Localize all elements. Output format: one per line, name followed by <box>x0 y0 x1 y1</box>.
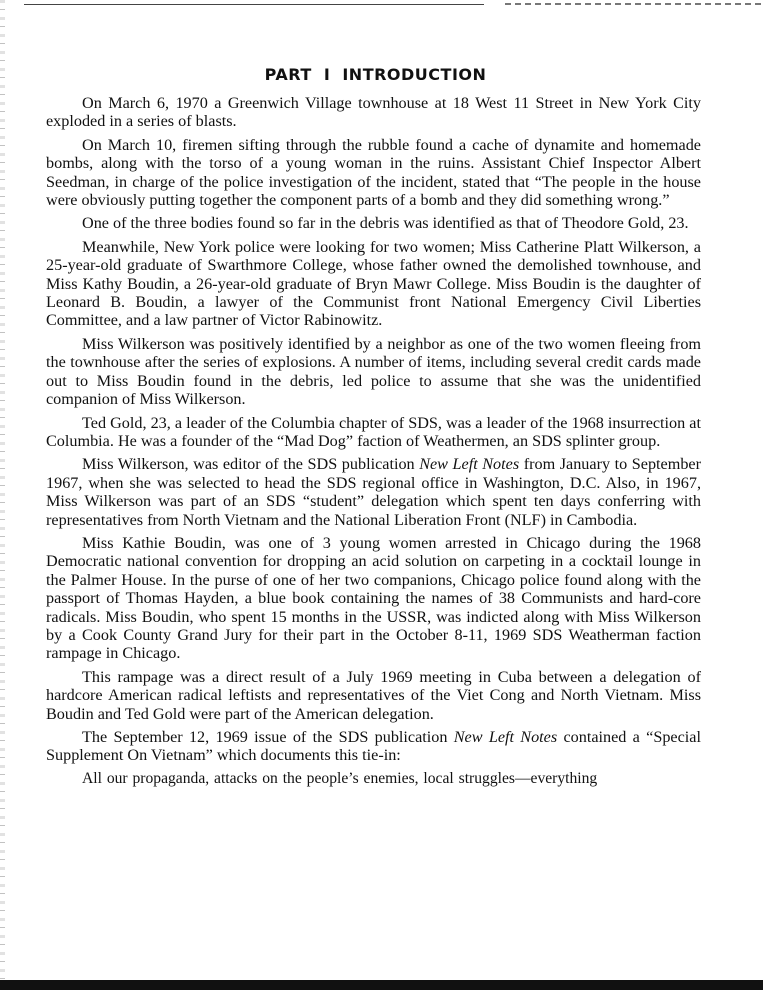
page-body <box>46 62 701 788</box>
paragraph-6: Ted Gold, 23, a leader of the Columbia chapter of SDS, was a leader of the 1968 insurrection at Columbia. He was a founder of the “Mad Dog” faction of Weathermen, an SDS splinter group. <box>46 413 701 450</box>
paragraph-9: This rampage was a direct result of a July 1969 meeting in Cuba between a delegation of hardcore American radical leftists and representatives of the Viet Cong and North Vietnam. Miss Boudin and Ted Gold were part of the American delegation. <box>46 667 701 723</box>
top-rule-fragment <box>505 3 763 5</box>
paragraph-10 <box>46 728 701 765</box>
paragraph-8: Miss Kathie Boudin, was one of 3 young women arrested in Chicago during the 1968 Democratic national convention for dropping an acid solution on carpeting in a cocktail lounge in the Palmer House. In the purse of one of her two companions, Chicago police found along with the passport of Thomas Hayden, a blue book containing the names of 38 Communists and hard-core radicals. Miss Boudin, who spent 15 months in the USSR, was indicted along with Miss Wilkerson by a Cook County Grand Jury for their part in the October 8-11, 1969 SDS Weatherman faction rampage in Chicago. <box>46 533 701 663</box>
paragraph-7-text-before: Miss Wilkerson, was editor of the SDS publication <box>82 455 420 474</box>
scan-left-edge <box>0 0 5 990</box>
paragraph-7-text-after: from January to September 1967, when she was selected to head the SDS regional office in Washington, D.C. Also, in 1967, Miss Wilkerson was part of an SDS “student” delegation which spent ten days conferring with representatives from North Vietnam and the National Liberation Front (NLF) in Cambodia. <box>46 455 701 529</box>
page-title: PART I INTRODUCTION <box>264 65 487 84</box>
paragraph-5: Miss Wilkerson was positively identified by a neighbor as one of the two women fleeing from the townhouse after the series of explosions. A number of items, including several credit cards made out to Miss Boudin found in the debris, led police to assume that she was the unidentified companion of Miss Wilkerson. <box>46 334 701 409</box>
paragraph-4: Meanwhile, New York police were looking for two women; Miss Catherine Platt Wilkerson, a 25-year-old graduate of Swarthmore College, whose father owned the demolished townhouse, and Miss Kathy Boudin, a 26-year-old graduate of Bryn Mawr College. Miss Boudin is the daughter of Leonard B. Boudin, a lawyer of the Communist front National Emergency Civil Liberties Committee, and a law partner of Victor Rabinowitz. <box>46 237 701 330</box>
top-rule <box>24 4 484 5</box>
paragraph-3: One of the three bodies found so far in the debris was identified as that of Theodore Gold, 23. <box>82 214 689 233</box>
paragraph-2: On March 10, firemen sifting through the rubble found a cache of dynamite and homemade bombs, along with the torso of a young woman in the ruins. Assistant Chief Inspector Albert Seedman, in charge of the police investigation of the incident, stated that “The people in the house were obviously putting together the component parts of a bomb and they did something wrong.” <box>46 135 701 210</box>
paragraph-10-text-after: contained a “Special Supplement On Vietnam” which documents this tie-in: <box>46 728 701 765</box>
paragraph-7 <box>46 455 701 529</box>
quotation-start: All our propaganda, attacks on the people’s enemies, local struggles—everything <box>82 769 598 787</box>
paragraph-1: On March 6, 1970 a Greenwich Village townhouse at 18 West 11 Street in New York City exploded in a series of blasts. <box>46 94 701 131</box>
scan-bottom-edge <box>0 980 763 990</box>
publication-title: New Left Notes <box>453 728 558 746</box>
publication-title: New Left Notes <box>419 455 520 474</box>
paragraph-10-text-before: The September 12, 1969 issue of the SDS publication <box>82 728 454 746</box>
